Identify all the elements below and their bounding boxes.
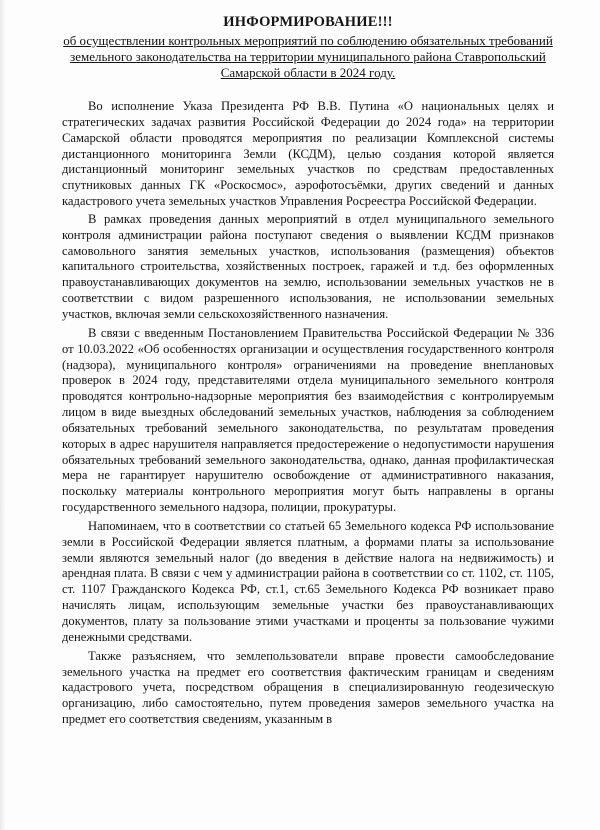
paragraph-2: В рамках проведения данных мероприятий в отдел муниципального земельного контроля администрации района поступают сведения о выявлении КСДМ признаков самовольного занятия земельных участков, использования (размещения) объектов капитального строительства, хозяйственных построек, гаражей и т.д. без оформленных правоустанавливающих документов на землю, использовании земельных участков не в соответствии с видом разрешенного использования, не использовании земельных участков, включая земли сельскохозяйственного назначения. — [62, 211, 554, 321]
paragraph-1: Во исполнение Указа Президента РФ В.В. Путина «О национальных целях и стратегических задачах развития Российской Федерации до 2024 года» на территории Самарской области проводятся мероприятия по реализации Комплексной системы дистанционного мониторинга Земли (КСДМ), целью создания которой является дистанционный мониторинг земельных участков по средствам предоставленных спутниковых данных ГК «Роскосмос», аэрофотосъёмки, других сведений и данных кадастрового учета земельных участков Управления Росреестра Российской Федерации. — [62, 99, 554, 209]
document-subtitle: об осуществлении контрольных мероприятий по соблюдению обязательных требований земельного законодательства на территории муниципального района Ставропольский Самарской области в 2024 году. — [63, 33, 553, 80]
paragraph-4: Напоминаем, что в соответствии со статьей 65 Земельного кодекса РФ использование земли в Российской Федерации является платным, а формами платы за использование земли являются земельный налог (до введения в действие налога на недвижимость) и арендная плата. В связи с чем у администрации района в соответствии со ст. 1102, ст. 1105, ст. 1107 Гражданского Кодекса РФ, ст.1, ст.65 Земельного Кодекса РФ возникает право начислять лицам, использующим земельные участки без правоустанавливающих документов, плату за пользование этими участками и проценты за пользование чужими денежными средствами. — [62, 518, 554, 644]
page-shadow-edge — [0, 0, 6, 830]
paragraph-5: Также разъясняем, что землепользователи вправе провести самообследование земельного участка на предмет его соответствия фактическим границам и сведениям кадастрового учета, посредством обращения в специализированную геодезическую организацию, либо самостоятельно, путем проведения замеров земельного участка на предмет его соответствия сведениям, указанным в — [62, 648, 554, 727]
document-title: ИНФОРМИРОВАНИЕ!!! — [223, 14, 393, 30]
paragraph-3: В связи с введенным Постановлением Правительства Российской Федерации № 336 от 10.03.2022 «Об особенностях организации и осуществления государственного контроля (надзора), муниципального контроля» ограничениями на проведение внеплановых проверок в 2024 году, представителями отдела муниципального земельного контроля проводятся контрольно-надзорные мероприятия без взаимодействия с контролируемым лицом в виде выездных обследований земельных участков, наблюдения за соблюдением обязательных требований земельного законодательства, по результатам проведения которых в адрес нарушителя направляется предостережение о недопустимости нарушения обязательных требований земельного законодательства, однако, данная профилактическая мера не гарантирует нарушителю освобождение от административного наказания, поскольку материалы контрольного мероприятия могут быть направлены в органы государственного земельного надзора, полиции, прокуратуры. — [62, 325, 554, 515]
document-body — [62, 99, 554, 728]
